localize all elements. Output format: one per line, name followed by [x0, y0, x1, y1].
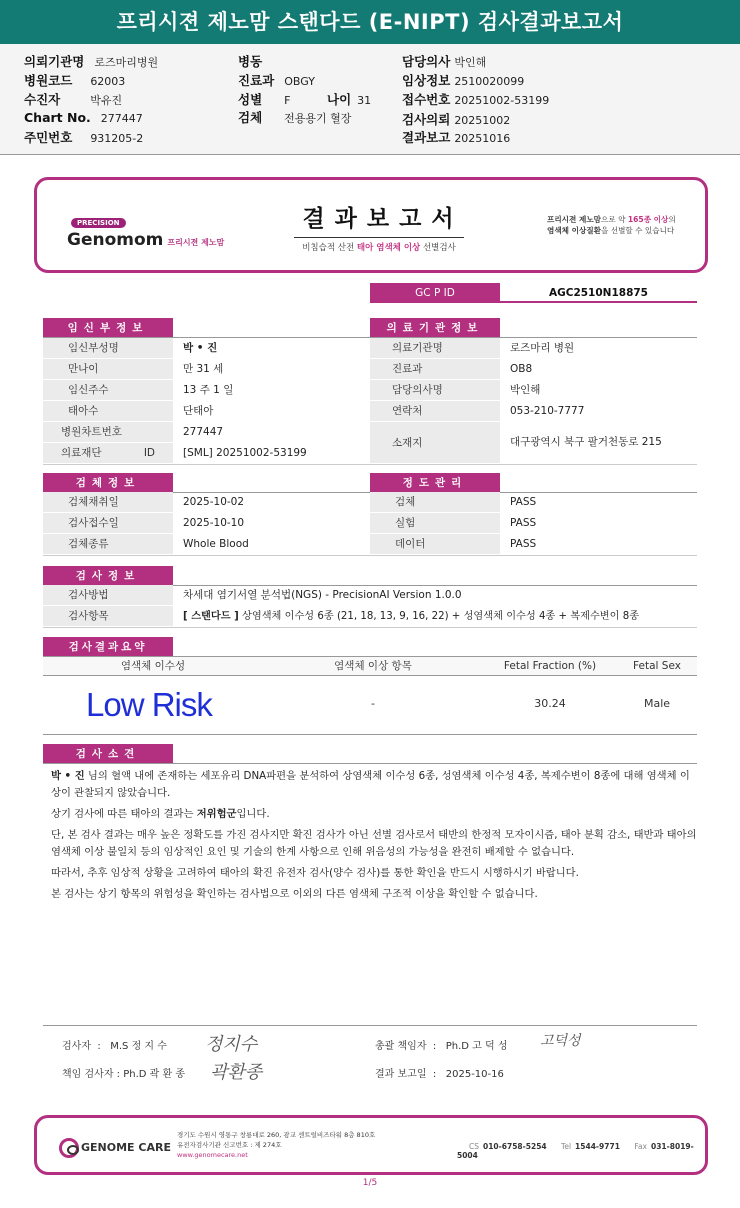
header-field-ssn: 주민번호 931205-2	[24, 130, 144, 145]
findings-paragraph: 박 • 진 님의 혈액 내에 존재하는 세포유리 DNA파편을 분석하여 상염색체 이수성 6종, 성염색체 이수성 4종, 복제수변이 8종에 대해 염색체 이상이 관찰되지 않았습니다.	[51, 770, 690, 799]
value-qc-specimen: PASS	[510, 496, 537, 508]
label-contact: 연락처	[370, 401, 500, 422]
value-address: 대구광역시 북구 팔거천동로 215	[510, 436, 662, 448]
page-number: 1/5	[362, 1178, 378, 1188]
value-test-method: 차세대 염기서열 분석법(NGS) - PrecisionAI Version 1.0.0	[183, 589, 462, 601]
value-test-items: [ 스탠다드 ] 상염색체 이수성 6종 (21, 18, 13, 9, 16, 22) + 성염색체 이수성 4종 + 복제수변이 8종	[183, 611, 640, 622]
header-field-chart-no: Chart No. 277447	[24, 110, 143, 125]
genome-care-logo: GENOME CARE	[59, 1138, 171, 1158]
responsible-signature-line: 책임 검사자 : Ph.D 곽 환 종	[62, 1069, 185, 1080]
precision-badge: PRECISION	[71, 218, 126, 228]
chief-signature-line: 총괄 책임자 : Ph.D 고 덕 성	[375, 1041, 508, 1052]
section-specimen-info: 검체정보	[43, 473, 173, 493]
summary-col-aneuploidy: 염색체 이수성	[120, 660, 186, 672]
findings-paragraph: 상기 검사에 따른 태아의 결과는 저위험군입니다.	[51, 808, 270, 820]
value-receipt-date: 2025-10-10	[183, 517, 245, 529]
label-foundation-id: 의료재단 ID	[43, 443, 173, 464]
table-bottom-border	[43, 627, 697, 628]
report-logo-card	[34, 177, 708, 273]
section-test-info: 검사정보	[43, 566, 173, 586]
label-specimen-type: 검체종류	[43, 534, 173, 555]
gcp-id-value: AGC2510N18875	[549, 287, 648, 299]
value-fetus-count: 단태아	[183, 405, 214, 417]
label-pregnant-name: 임신부성명	[43, 338, 173, 359]
brand-name: Genomom	[67, 230, 164, 250]
label-test-method: 검사방법	[43, 585, 173, 606]
result-abnormal-items: -	[371, 697, 375, 710]
header-field-request-date: 검사의뢰 20251002	[402, 112, 511, 127]
value-foundation-id: [SML] 20251002-53199	[183, 447, 307, 459]
label-gestational-week: 임신주수	[43, 380, 173, 401]
label-institution-name: 의료기관명	[370, 338, 500, 359]
table-bottom-border	[43, 464, 697, 465]
label-collection-date: 검체채취일	[43, 492, 173, 513]
label-age: 만나이	[43, 359, 173, 380]
tester-signature: 정지수	[205, 1034, 258, 1055]
label-qc-specimen: 검체	[370, 492, 500, 513]
value-pregnant-name: 박 • 진	[183, 342, 218, 354]
label-receipt-date: 검사접수일	[43, 513, 173, 534]
header-field-age: 나이 31	[327, 92, 372, 107]
label-qc-experiment: 실험	[370, 513, 500, 534]
value-department: OB8	[510, 363, 533, 375]
signature-divider	[43, 1025, 697, 1026]
findings-paragraph: 본 검사는 상기 항목의 위험성을 확인하는 검사법으로 이외의 다른 염색체 구조적 이상을 확인할 수 없습니다.	[51, 888, 538, 900]
header-field-report-date: 결과보고 20251016	[402, 130, 511, 145]
footer-card	[34, 1115, 708, 1175]
chief-signature: 고덕성	[540, 1033, 581, 1049]
label-department: 진료과	[370, 359, 500, 380]
value-qc-experiment: PASS	[510, 517, 537, 529]
report-heading	[287, 200, 471, 253]
value-collection-date: 2025-10-02	[183, 496, 245, 508]
summary-col-abnormal-items: 염색체 이상 항목	[334, 660, 412, 672]
gcp-id-label: GC P ID	[370, 283, 500, 303]
section-quality-control: 정도관리	[370, 473, 500, 493]
section-institution-info: 의료기관정보	[370, 318, 500, 338]
heading-divider	[294, 237, 464, 238]
value-specimen-type: Whole Blood	[183, 538, 249, 550]
section-findings: 검사소견	[43, 744, 173, 764]
label-qc-data: 데이터	[370, 534, 500, 555]
label-chart-number: 병원차트번호	[43, 422, 173, 443]
header-field-institution: 의뢰기관명 로즈마리병원	[24, 54, 159, 69]
responsible-signature: 곽환종	[210, 1062, 263, 1083]
value-gestational-week: 13 주 1 일	[183, 384, 234, 396]
header-field-sex: 성별 F	[238, 92, 291, 107]
header-field-receipt-no: 접수번호 20251002-53199	[402, 92, 550, 107]
section-pregnant-info: 임신부정보	[43, 318, 173, 338]
header-field-patient: 수진자 박유진	[24, 92, 123, 107]
header-field-hospital-code: 병원코드 62003	[24, 73, 126, 88]
value-contact: 053-210-7777	[510, 405, 585, 417]
section-divider	[43, 763, 697, 764]
brand-subname: 프리시젼 제노맘	[167, 238, 225, 247]
gcp-id-row	[370, 283, 697, 303]
section-result-summary: 검사결과요약	[43, 637, 173, 657]
header-field-department: 진료과 OBGY	[238, 73, 315, 88]
report-heading-title: 결과보고서	[302, 206, 464, 232]
footer-address: 경기도 수원시 영통구 창룡대로 260, 광교 센트럴비즈타워 8층 810호 유전자검사기관 신고번호 : 제 274호 www.genomecare.net	[177, 1131, 376, 1159]
patient-header	[0, 44, 740, 155]
result-fetal-sex: Male	[643, 697, 671, 710]
summary-header-row	[43, 656, 697, 676]
footer-contacts: CS 010-6758-5254 Tel 1544-9771 Fax 031-8019-5004	[457, 1142, 694, 1160]
genomom-logo	[67, 210, 224, 250]
label-fetus-count: 태아수	[43, 401, 173, 422]
label-doctor: 담당의사명	[370, 380, 500, 401]
header-field-ward: 병동	[238, 54, 263, 69]
header-field-doctor: 담당의사 박인해	[402, 54, 487, 69]
report-title: 프리시젼 제노맘 스탠다드 (E-NIPT) 검사결과보고서	[0, 0, 740, 44]
findings-paragraph: 따라서, 추후 임상적 상황을 고려하여 태아의 확진 유전자 검사(양수 검사)를 통한 확인을 반드시 시행하시기 바랍니다.	[51, 867, 579, 879]
summary-col-fetal-sex: Fetal Sex	[633, 660, 681, 672]
result-fetal-fraction: 30.24	[534, 697, 566, 710]
report-date-line: 결과 보고일 : 2025-10-16	[375, 1069, 504, 1080]
value-doctor: 박인해	[510, 384, 541, 396]
value-age: 만 31 세	[183, 363, 224, 375]
summary-col-fetal-fraction: Fetal Fraction (%)	[503, 660, 597, 672]
label-address: 소재지	[370, 422, 500, 464]
label-test-items: 검사항목	[43, 606, 173, 627]
genome-care-icon	[59, 1138, 79, 1158]
value-chart-number: 277447	[183, 426, 224, 438]
report-heading-subtitle: 비침습적 산전 태아 염색체 이상 선별검사	[302, 243, 456, 253]
header-field-clinical-info: 임상정보 2510020099	[402, 73, 525, 88]
findings-paragraph: 단, 본 검사 결과는 매우 높은 정확도를 가진 검사지만 확진 검사가 아닌 선별 검사로서 태반의 한정적 모자이시즘, 태아 분획 감소, 태반과 태아의 염색체 이상 불일치 등의 임상적인 요인 및 기술의 한계 사항으로 인해 위음성의 가능성을 완전히 배제할 수 없습니다.	[51, 829, 697, 858]
footer-website[interactable]: www.genomecare.net	[177, 1151, 248, 1159]
tester-signature-line: 검사자 : M.S 정 지 수	[62, 1041, 167, 1052]
findings-text	[51, 768, 697, 907]
table-bottom-border	[43, 555, 697, 556]
value-qc-data: PASS	[510, 538, 537, 550]
result-risk-level: Low Risk	[86, 686, 212, 723]
logo-tagline: 프리시젼 제노맘으로 약 165종 이상의 염색체 이상질환을 선별할 수 있습니다	[547, 215, 676, 235]
header-field-specimen: 검체 전용용기 혈장	[238, 110, 352, 125]
summary-bottom-border	[43, 734, 697, 735]
value-institution-name: 로즈마리 병원	[510, 342, 575, 354]
